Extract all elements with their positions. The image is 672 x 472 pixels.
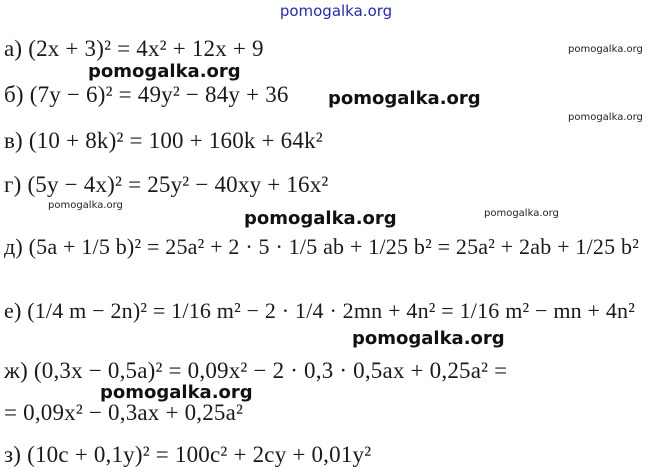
equation-b: б) (7y − 6)² = 49y² − 84y + 36	[4, 82, 289, 107]
watermark-big: pomogalka.org	[244, 208, 397, 229]
watermark-big: pomogalka.org	[100, 382, 253, 403]
watermark-small: pomogalka.org	[48, 200, 123, 211]
watermark-small: pomogalka.org	[568, 44, 643, 55]
equation-a: а) (2x + 3)² = 4x² + 12x + 9	[4, 36, 264, 61]
watermark-big: pomogalka.org	[88, 61, 241, 82]
equation-z: з) (10c + 0,1y)² = 100c² + 2cy + 0,01y²	[4, 442, 372, 467]
watermark-big: pomogalka.org	[328, 88, 481, 109]
equation-d: д) (5a + 1/5 b)² = 25a² + 2 · 5 · 1/5 ab + 1/25 b² = 25a² + 2ab + 1/25 b²	[4, 234, 640, 259]
equation-g: г) (5y − 4x)² = 25y² − 40xy + 16x²	[4, 172, 329, 197]
equation-e: е) (1/4 m − 2n)² = 1/16 m² − 2 · 1/4 · 2mn + 4n² = 1/16 m² − mn + 4n²	[4, 298, 636, 323]
equation-v: в) (10 + 8k)² = 100 + 160k + 64k²	[4, 128, 323, 153]
watermark-small: pomogalka.org	[568, 112, 643, 123]
watermark-top: pomogalka.org	[279, 2, 393, 20]
watermark-big: pomogalka.org	[352, 328, 505, 349]
equation-zh-line2: = 0,09x² − 0,3ax + 0,25a²	[4, 400, 244, 425]
watermark-small: pomogalka.org	[484, 208, 559, 219]
equation-zh-line1: ж) (0,3x − 0,5a)² = 0,09x² − 2 · 0,3 · 0,5ax + 0,25a² =	[4, 358, 508, 383]
